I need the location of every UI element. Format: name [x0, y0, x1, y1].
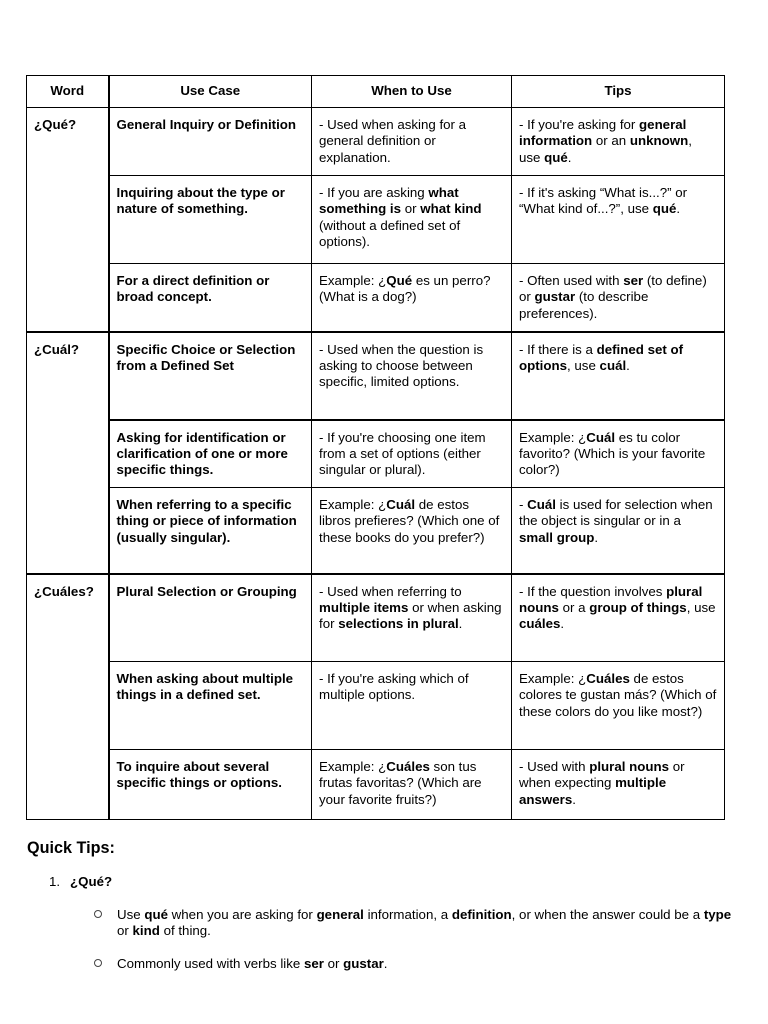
tips-cell: - Used with plural nouns or when expecting multiple answers.	[512, 750, 725, 820]
header-word: Word	[27, 76, 109, 108]
when-to-use-cell: - Used when asking for a general definition or explanation.	[312, 108, 512, 176]
sub-list	[94, 907, 734, 940]
when-to-use-cell: - If you are asking what something is or what kind (without a defined set of options).	[312, 176, 512, 264]
use-case-cell: Specific Choice or Selection from a Defined Set	[109, 332, 312, 420]
when-to-use-cell: Example: ¿Cuál de estos libros prefieres? (Which one of these books do you prefer?)	[312, 488, 512, 574]
comparison-table	[26, 75, 725, 820]
sub-list	[94, 956, 734, 972]
tips-cell: - If you're asking for general information or an unknown, use qué.	[512, 108, 725, 176]
header-use-case: Use Case	[109, 76, 312, 108]
when-to-use-cell: - If you're choosing one item from a set of options (either singular or plural).	[312, 420, 512, 488]
table-row	[27, 264, 725, 332]
sub-list-item	[94, 907, 734, 940]
word-cell: ¿Qué?	[27, 108, 109, 332]
tips-cell: Example: ¿Cuáles de estos colores te gustan más? (Which of these colors do you like most?)	[512, 662, 725, 750]
when-to-use-cell: - If you're asking which of multiple options.	[312, 662, 512, 750]
when-to-use-cell: Example: ¿Cuáles son tus frutas favoritas? (Which are your favorite fruits?)	[312, 750, 512, 820]
when-to-use-cell: - Used when the question is asking to choose between specific, limited options.	[312, 332, 512, 420]
hollow-bullet-icon	[94, 959, 102, 967]
use-case-cell: When referring to a specific thing or piece of information (usually singular).	[109, 488, 312, 574]
table-row	[27, 332, 725, 420]
tips-cell: - Often used with ser (to define) or gustar (to describe preferences).	[512, 264, 725, 332]
quick-tips-list	[49, 874, 112, 890]
word-cell: ¿Cuál?	[27, 332, 109, 574]
tips-cell: - If the question involves plural nouns or a group of things, use cuáles.	[512, 574, 725, 662]
use-case-cell: To inquire about several specific things or options.	[109, 750, 312, 820]
table-row	[27, 662, 725, 750]
tips-cell: - Cuál is used for selection when the object is singular or in a small group.	[512, 488, 725, 574]
table-row	[27, 176, 725, 264]
header-tips: Tips	[512, 76, 725, 108]
quick-tips-title: Quick Tips:	[27, 839, 115, 857]
list-item-label: ¿Qué?	[70, 874, 113, 889]
use-case-cell: General Inquiry or Definition	[109, 108, 312, 176]
tips-cell: - If there is a defined set of options, use cuál.	[512, 332, 725, 420]
use-case-cell: Asking for identification or clarification of one or more specific things.	[109, 420, 312, 488]
word-cell: ¿Cuáles?	[27, 574, 109, 820]
tips-cell: - If it's asking “What is...?” or “What kind of...?”, use qué.	[512, 176, 725, 264]
use-case-cell: Inquiring about the type or nature of something.	[109, 176, 312, 264]
list-number: 1.	[49, 874, 61, 889]
tips-cell: Example: ¿Cuál es tu color favorito? (Which is your favorite color?)	[512, 420, 725, 488]
quick-tip-item	[49, 874, 112, 890]
sub-item-text: Commonly used with verbs like ser or gustar.	[117, 956, 388, 971]
when-to-use-cell: - Used when referring to multiple items or when asking for selections in plural.	[312, 574, 512, 662]
hollow-bullet-icon	[94, 910, 102, 918]
table-row	[27, 488, 725, 574]
table-row	[27, 574, 725, 662]
table-row	[27, 420, 725, 488]
table-header-row	[27, 76, 725, 108]
sub-item-text: Use qué when you are asking for general information, a definition, or when the answer could be a type or kind of thing.	[117, 907, 732, 939]
when-to-use-cell: Example: ¿Qué es un perro? (What is a dog?)	[312, 264, 512, 332]
sub-list-item	[94, 956, 734, 972]
table-row	[27, 108, 725, 176]
table-row	[27, 750, 725, 820]
use-case-cell: Plural Selection or Grouping	[109, 574, 312, 662]
use-case-cell: For a direct definition or broad concept.	[109, 264, 312, 332]
use-case-cell: When asking about multiple things in a defined set.	[109, 662, 312, 750]
header-when-to-use: When to Use	[312, 76, 512, 108]
